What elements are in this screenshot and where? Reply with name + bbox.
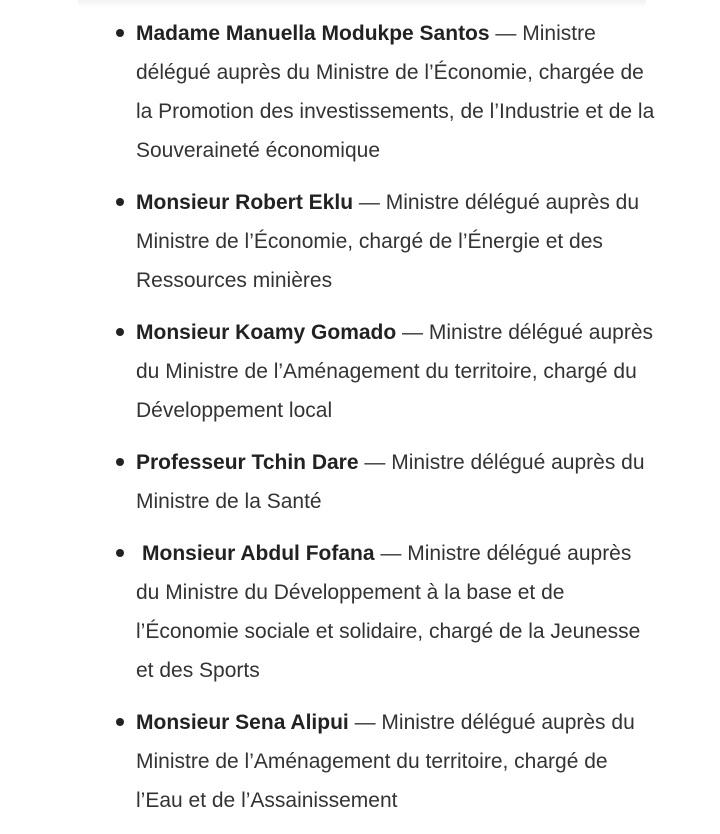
minister-role: — Ministre délégué auprès du Ministre de l’Aménagement du territoire, chargé de l’Eau et de l’Assainissement [136, 711, 635, 812]
list-item [0, 703, 720, 820]
bullet-icon [116, 549, 124, 557]
bullet-icon [116, 29, 124, 37]
minister-name: Monsieur Sena Alipui [136, 711, 349, 734]
minister-role: — Ministre délégué auprès du Ministre de l’Économie, chargé de l’Énergie et des Ressources minières [136, 191, 640, 292]
list-item [0, 183, 720, 300]
bullet-icon [116, 328, 124, 336]
minister-name: Professeur Tchin Dare [136, 451, 359, 474]
minister-name: Monsieur Koamy Gomado [136, 321, 397, 344]
minister-role: — Ministre délégué auprès du Ministre du Développement à la base et de l’Économie sociale et solidaire, chargé de la Jeunesse et des Sports [136, 542, 641, 682]
minister-name: Monsieur Robert Eklu [136, 191, 354, 214]
list-item [0, 534, 720, 690]
bullet-icon [116, 198, 124, 206]
list-item [0, 313, 720, 430]
minister-name: Madame Manuella Modukpe Santos [136, 22, 490, 45]
bullet-icon [116, 718, 124, 726]
list-item [0, 14, 720, 170]
card-top-edge [78, 0, 646, 8]
list-item [0, 443, 720, 521]
minister-name: Monsieur Abdul Fofana [142, 542, 375, 565]
minister-role: — Ministre délégué auprès du Ministre de l’Aménagement du territoire, chargé du Développement local [136, 321, 654, 422]
bullet-icon [116, 458, 124, 466]
minister-role: — Ministre délégué auprès du Ministre de l’Économie, chargée de la Promotion des investissements, de l’Industrie et de la Souveraineté économique [136, 22, 655, 162]
minister-role: — Ministre délégué auprès du Ministre de la Santé [136, 451, 645, 513]
ministers-list [0, 14, 720, 833]
